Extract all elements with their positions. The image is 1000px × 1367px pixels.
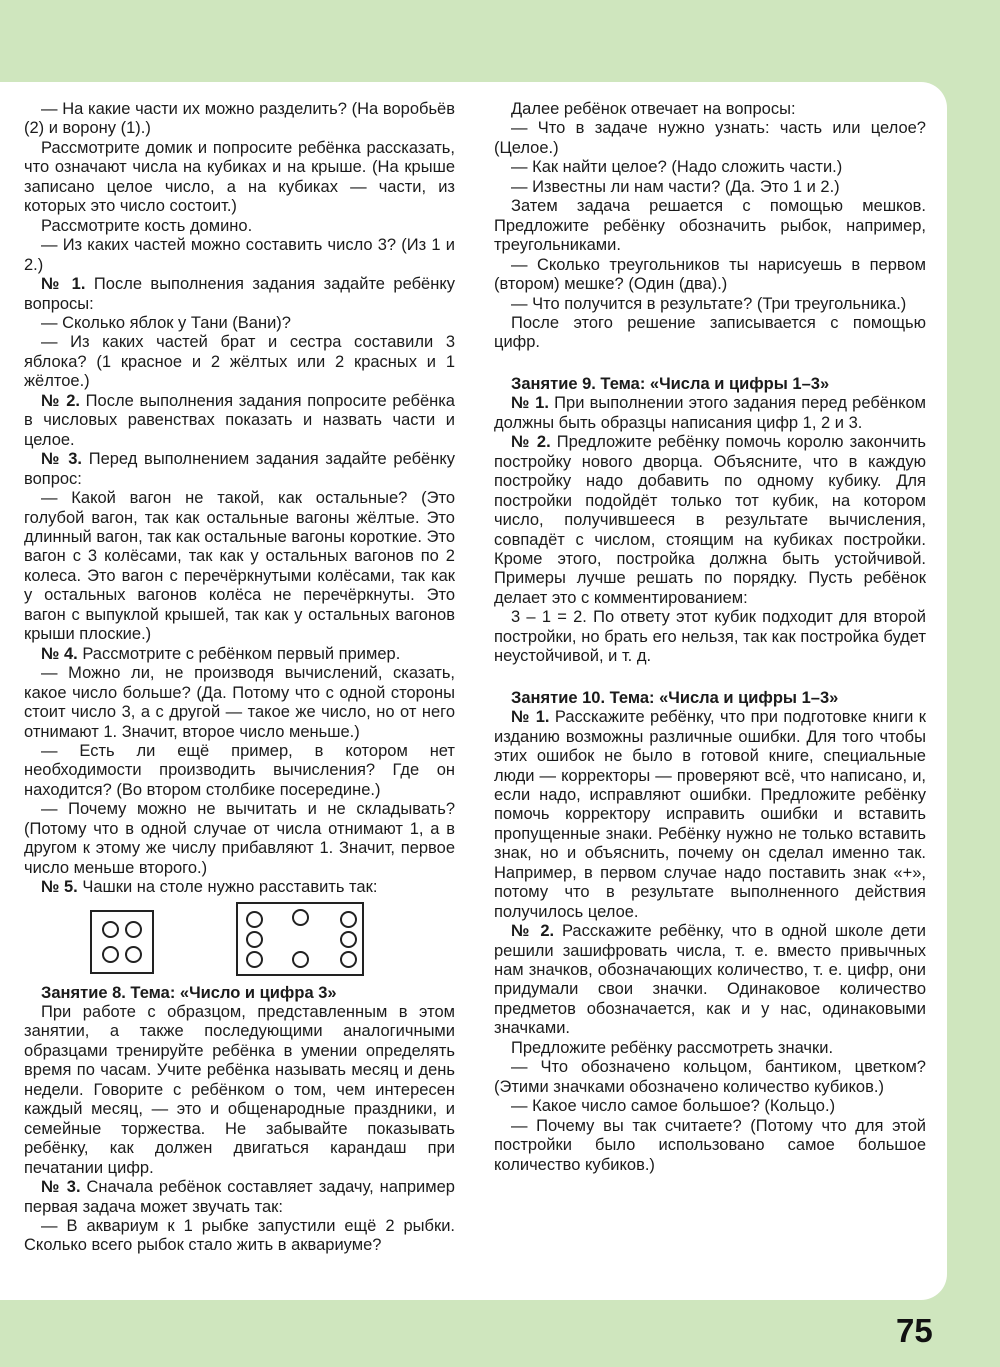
paragraph: Затем задача решается с помощью мешков. Предложите ребёнку обозначить рыбок, например, треугольниками. bbox=[494, 197, 926, 255]
section-heading: Занятие 8. Тема: «Число и цифра 3» bbox=[41, 983, 337, 1002]
task-paragraph bbox=[494, 394, 926, 433]
cup-icon bbox=[102, 946, 119, 963]
cup-icon bbox=[102, 921, 119, 938]
task-number: № 3. bbox=[41, 1178, 81, 1197]
task-text: Расскажите ребёнку, что в одной школе дети решили зашифровать числа, т. е. вместо привычных нам значков, обозначающих количество, т. е. цифр, они придумали свои значки. Одинаковое количество предметов обозначается, как и у нас, одинаковыми значками. bbox=[494, 922, 927, 1038]
task-number: № 1. bbox=[511, 708, 550, 727]
task-text: Перед выполнением задания задайте ребёнку вопрос: bbox=[24, 450, 455, 488]
task-paragraph bbox=[24, 1178, 455, 1217]
task-number: № 4. bbox=[41, 644, 78, 663]
small-tray bbox=[90, 910, 154, 974]
task-paragraph bbox=[24, 392, 455, 450]
task-text: После выполнения задания попросите ребёнка в числовых равенствах показать и назвать части и целое. bbox=[24, 391, 455, 449]
paragraph: — Сколько треугольников ты нарисуешь в первом (втором) мешке? (Один (два).) bbox=[494, 255, 926, 294]
large-tray bbox=[236, 902, 364, 976]
section-heading: Занятие 10. Тема: «Числа и цифры 1–3» bbox=[511, 688, 839, 707]
cup-icon bbox=[340, 911, 357, 928]
task-text: Предложите ребёнку помочь королю закончить постройку нового дворца. Объясните, что в каждую постройку надо добавить по одному кубику. Для постройки подойдёт только тот кубик, на котором число, получившееся в результате вычисления, совпадёт с числом, стоящим на кубиках постройки. Кроме этого, постройка должна быть устойчивой. Примеры лучше решать по порядку. Пусть ребёнок делает это с комментированием: bbox=[494, 433, 926, 607]
paragraph: — Есть ли ещё пример, в котором нет необходимости производить вычисления? Где он находится? (Во втором столбике посередине.) bbox=[24, 741, 455, 799]
cup-icon bbox=[340, 951, 357, 968]
task-number: № 3. bbox=[41, 450, 82, 469]
paragraph: После этого решение записывается с помощью цифр. bbox=[494, 313, 926, 352]
task-text: После выполнения задания задайте ребёнку вопросы: bbox=[24, 275, 455, 313]
paragraph: — Можно ли, не производя вычислений, сказать, какое число больше? (Да. Потому что с одной стороны стоит число 3, а с другой — такое же число, но от него отнимают 1. Значит, второе число меньше.) bbox=[24, 664, 455, 741]
paragraph: — На какие части их можно разделить? (На воробьёв (2) и ворону (1).) bbox=[24, 100, 455, 138]
page-number: 75 bbox=[896, 1312, 933, 1349]
paragraph: — Как найти целое? (Надо сложить части.) bbox=[511, 158, 843, 177]
cup-icon bbox=[292, 909, 309, 926]
task-number: № 5. bbox=[41, 878, 78, 897]
task-number: № 1. bbox=[511, 394, 549, 413]
task-paragraph bbox=[24, 645, 455, 664]
paragraph: Далее ребёнок отвечает на вопросы: bbox=[511, 100, 796, 118]
task-number: № 2. bbox=[511, 433, 551, 452]
paragraph: — Сколько яблок у Тани (Вани)? bbox=[41, 313, 291, 332]
task-paragraph bbox=[494, 922, 926, 1039]
cup-icon bbox=[125, 946, 142, 963]
cups-illustration bbox=[24, 898, 455, 984]
paragraph: — Что получится в результате? (Три треугольника.) bbox=[511, 294, 907, 313]
task-text: Чашки на столе нужно расставить так: bbox=[82, 878, 378, 897]
paragraph: — Что обозначено кольцом, бантиком, цветком? (Этими значками обозначено количество кубиков.) bbox=[494, 1058, 926, 1096]
paragraph: — Из каких частей можно составить число 3? (Из 1 и 2.) bbox=[24, 236, 455, 274]
paragraph: При работе с образцом, представленным в этом занятии, а также последующими аналогичными образцами тренируйте ребёнка в умении определять время по часам. Учите ребёнка называть месяц и день недели. Говорите с ребёнком о том, чем интересен каждый месяц, — это и общенародные праздники, и семейные торжества. Не забывайте показывать ребёнку, как должен двигаться карандаш при печатании цифр. bbox=[24, 1003, 455, 1177]
paragraph: — Что в задаче нужно узнать: часть или целое? (Целое.) bbox=[494, 119, 926, 157]
paragraph: Рассмотрите кость домино. bbox=[41, 216, 253, 235]
left-column bbox=[24, 100, 455, 1256]
task-number: № 1. bbox=[41, 275, 86, 294]
task-text: Сначала ребёнок составляет задачу, например первая задача может звучать так: bbox=[24, 1178, 455, 1216]
paragraph: — Какой вагон не такой, как остальные? (Это голубой вагон, так как остальные вагоны жёлтые. Это длинный вагон, так как остальные вагоны короткие. Это вагон с 3 колёсами, так как у остальных вагонов по 2 колеса. Это вагон с перечёркнутыми колёсами, так как у остальных вагонов колёса не перечёркнуты. Это вагон с выпуклой крышей, так как у остальных вагонов крыши плоские.) bbox=[24, 489, 455, 644]
task-text: Расскажите ребёнку, что при подготовке книги к изданию возможны различные ошибки. Для того чтобы этих ошибок не было в готовой книге, специальные люди — корректоры — проверяют всё, что написано, и, если надо, исправляют ошибки. Предложите ребёнку помочь корректору исправить ошибки и вставить пропущенные знаки. Ребёнку нужно не только вставить знак, но и объяснить, почему он сделал именно так. Например, в первом случае надо поставить знак «+», потому что в результате выполненного действия получилось целое. bbox=[494, 708, 926, 921]
cup-icon bbox=[246, 951, 263, 968]
paragraph: — Почему можно не вычитать и не складывать? (Потому что в одной случае от числа отнимают 1, а в другом к этому же числу прибавляют 1. Значит, первое число меньше второго.) bbox=[24, 800, 455, 877]
task-paragraph bbox=[24, 450, 455, 489]
paragraph: 3 – 1 = 2. По ответу этот кубик подходит для второй постройки, но брать его нельзя, так как постройка будет неустойчивой, и т. д. bbox=[494, 608, 926, 666]
cup-icon bbox=[125, 921, 142, 938]
paragraph: Предложите ребёнку рассмотреть значки. bbox=[511, 1038, 834, 1057]
paragraph: — Какое число самое большое? (Кольцо.) bbox=[511, 1097, 836, 1116]
cup-icon bbox=[246, 931, 263, 948]
paragraph: Рассмотрите домик и попросите ребёнка рассказать, что означают числа на кубиках и на крыше. (На крыше записано целое число, а на кубиках — части, из которых это число состоит.) bbox=[24, 138, 455, 216]
task-text: При выполнении этого задания перед ребёнком должны быть образцы написания цифр 1, 2 и 3. bbox=[494, 394, 926, 432]
cup-icon bbox=[292, 951, 309, 968]
paragraph: — В аквариум к 1 рыбке запустили ещё 2 рыбки. Сколько всего рыбок стало жить в аквариуме? bbox=[24, 1217, 455, 1255]
paragraph: — Известны ли нам части? (Да. Это 1 и 2.) bbox=[511, 177, 840, 196]
task-number: № 2. bbox=[511, 922, 555, 941]
task-paragraph bbox=[24, 878, 455, 897]
cup-icon bbox=[246, 911, 263, 928]
task-paragraph bbox=[494, 708, 926, 922]
task-paragraph bbox=[494, 433, 926, 608]
task-text: Рассмотрите с ребёнком первый пример. bbox=[82, 644, 401, 663]
section-heading: Занятие 9. Тема: «Числа и цифры 1–3» bbox=[511, 374, 830, 393]
paragraph: — Почему вы так считаете? (Потому что для этой постройки было использовано самое большое количество кубиков.) bbox=[494, 1116, 926, 1174]
task-number: № 2. bbox=[41, 391, 80, 410]
right-column bbox=[494, 100, 926, 1175]
cup-icon bbox=[340, 931, 357, 948]
task-paragraph bbox=[24, 275, 455, 314]
paragraph: — Из каких частей брат и сестра составили 3 яблока? (1 красное и 2 жёлтых или 2 красных и 1 жёлтое.) bbox=[24, 333, 455, 391]
